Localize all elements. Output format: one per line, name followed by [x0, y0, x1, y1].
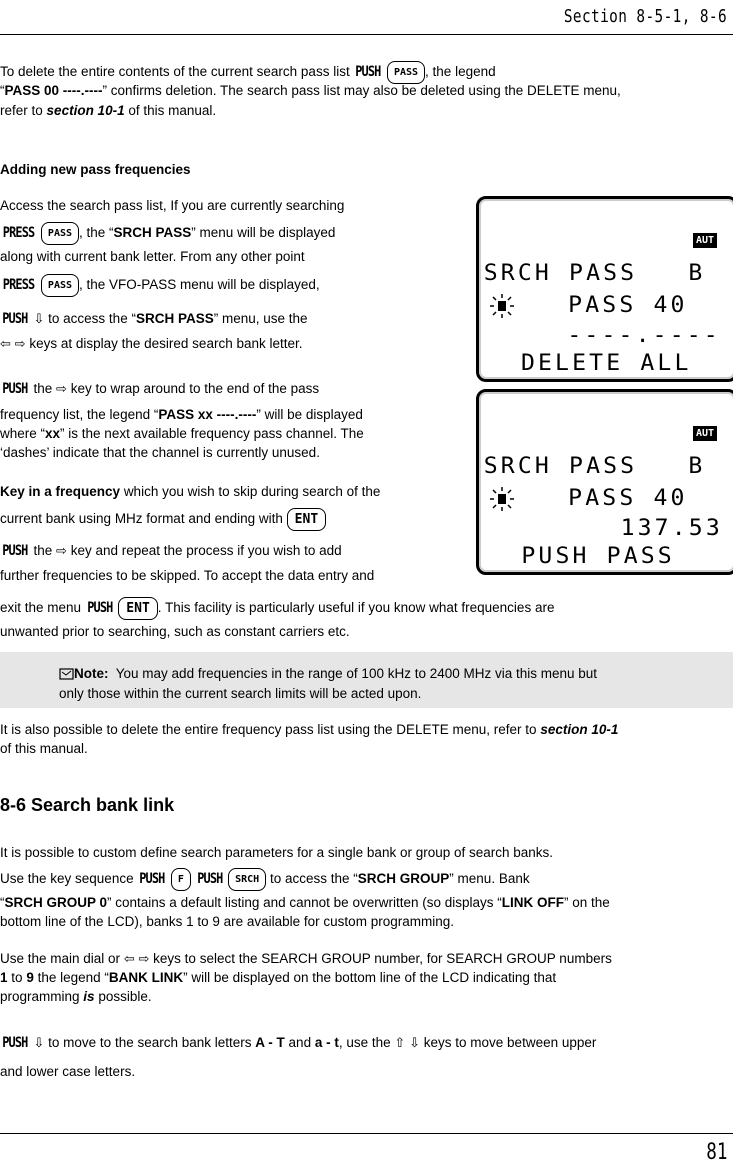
para-key-line1: Key in a frequency which you wish to skip during search of the	[0, 484, 381, 499]
lcd-row2: PASS 40	[568, 293, 688, 318]
right-arrow-icon: ⇨	[56, 381, 67, 396]
para-access-line6: ⇦ ⇨ keys at display the desired search bank letter.	[0, 336, 303, 351]
aut-badge: AUT	[693, 233, 717, 248]
para-key-line2: current bank using MHz format and ending with ENT	[0, 508, 326, 531]
header-rule	[0, 34, 733, 35]
para-key-line4: further frequencies to be skipped. To accept the data entry and	[0, 568, 375, 583]
f-key-icon: F	[171, 868, 191, 891]
para-wrap-line4: ‘dashes’ indicate that the channel is currently unused.	[0, 445, 320, 460]
pass-key-icon: PASS	[41, 222, 79, 245]
pass-key-icon: PASS	[387, 61, 425, 84]
para-key-line5: exit the menu PUSH ENT . This facility is particularly useful if you know what frequencies are	[0, 597, 554, 620]
push-key-icon: PUSH	[196, 871, 223, 887]
lcd-row3: ----.----	[567, 323, 721, 348]
para-delete-line2: “PASS 00 ----.----” confirms deletion. The search pass list may also be deleted using the DELETE menu,	[0, 83, 621, 98]
push-key-icon: PUSH	[139, 871, 165, 887]
para-access-line3: along with current bank letter. From any other point	[0, 249, 305, 264]
push-key-icon: PUSH	[2, 380, 28, 397]
lcd-row1: SRCH PASS B	[483, 261, 706, 286]
left-arrow-icon: ⇦	[123, 951, 135, 966]
note-line2: only those within the current search limits will be acted upon.	[59, 686, 422, 701]
para-key-line6: unwanted prior to searching, such as constant carriers etc.	[0, 624, 350, 639]
section-ref-link: section 10-1	[46, 103, 125, 118]
para-dial-line1: Use the main dial or ⇦ ⇨ keys to select the SEARCH GROUP number, for SEARCH GROUP numbers	[0, 951, 612, 966]
footer-rule	[0, 1133, 733, 1134]
down-arrow-icon: ⇩	[33, 311, 45, 326]
para-deletelist-line2: of this manual.	[0, 741, 88, 756]
para-access-line2: PRESS PASS , the “SRCH PASS” menu will be displayed	[0, 222, 335, 245]
right-arrow-icon: ⇨	[14, 336, 26, 351]
para-wrap-line3: where “xx” is the next available frequency pass channel. The	[0, 426, 364, 441]
left-arrow-icon: ⇦	[0, 336, 11, 351]
aut-badge: AUT	[693, 426, 717, 441]
para-deletelist-line1: It is also possible to delete the entire frequency pass list using the DELETE menu, refer to section 10-1	[0, 722, 619, 737]
srch-key-icon: SRCH	[228, 868, 266, 891]
para-letters-line1: PUSH ⇩ to move to the search bank letters A - T and a - t, use the ⇧ ⇩ keys to move between upper	[2, 1034, 597, 1051]
para-link-line1: It is possible to custom define search parameters for a single bank or group of search banks.	[0, 845, 554, 860]
para-link-line2: Use the key sequence PUSH F PUSH SRCH to access the “SRCH GROUP” menu. Bank	[0, 868, 530, 891]
ent-key-icon: ENT	[118, 597, 157, 620]
lcd-row3: 137.53	[620, 516, 723, 541]
para-wrap-line2: frequency list, the legend “PASS xx ----.----” will be displayed	[0, 407, 363, 422]
para-access-line5: PUSH ⇩ to access the “SRCH PASS” menu, use the	[2, 310, 308, 327]
down-arrow-icon: ⇩	[33, 1035, 45, 1050]
right-arrow-icon: ⇨	[56, 543, 67, 558]
right-arrow-icon: ⇨	[138, 951, 150, 966]
section-header: Section 8-5-1, 8-6	[563, 6, 727, 27]
note-icon	[59, 668, 74, 680]
up-arrow-icon: ⇧	[394, 1035, 406, 1050]
push-key-icon: PUSH	[355, 64, 381, 80]
para-access-line1: Access the search pass list, If you are currently searching	[0, 198, 345, 213]
signal-dial-icon	[489, 293, 515, 319]
press-key-icon: PRESS	[2, 225, 35, 241]
push-key-icon: PUSH	[2, 1034, 28, 1051]
heading-adding-pass: Adding new pass frequencies	[0, 162, 191, 177]
para-link-line4: bottom line of the LCD), banks 1 to 9 are available for custom programming.	[0, 914, 454, 929]
lcd-row2: PASS 40	[568, 486, 688, 511]
section-ref-link: section 10-1	[540, 722, 619, 737]
down-arrow-icon: ⇩	[409, 1035, 420, 1050]
heading-search-bank-link: 8-6 Search bank link	[0, 795, 175, 815]
signal-dial-icon	[489, 486, 515, 512]
lcd-row4: DELETE ALL	[520, 351, 692, 376]
para-dial-line2: 1 to 9 the legend “BANK LINK” will be displayed on the bottom line of the LCD indicating that	[0, 970, 557, 985]
press-key-icon: PRESS	[2, 277, 35, 293]
pass-key-icon: PASS	[41, 274, 79, 297]
para-letters-line2: and lower case letters.	[0, 1064, 136, 1079]
para-key-line3: PUSH the ⇨ key and repeat the process if you wish to add	[2, 542, 342, 559]
para-dial-line3: programming is possible.	[0, 989, 152, 1004]
para-delete-line1: To delete the entire contents of the current search pass list PUSH PASS , the legend	[0, 61, 496, 84]
para-wrap-line1: PUSH the ⇨ key to wrap around to the end of the pass	[2, 380, 320, 397]
ent-key-icon: ENT	[287, 508, 326, 531]
note-line1: Note: You may add frequencies in the range of 100 kHz to 2400 MHz via this menu but	[59, 664, 597, 683]
para-access-line4: PRESS PASS , the VFO-PASS menu will be displayed,	[0, 274, 320, 297]
page-number: 81	[705, 1140, 727, 1165]
para-link-line3: “SRCH GROUP 0” contains a default listing and cannot be overwritten (so displays “LINK OFF” on the	[0, 895, 610, 910]
lcd-display-delete	[476, 196, 733, 382]
push-key-icon: PUSH	[2, 310, 28, 327]
lcd-row1: SRCH PASS B	[483, 454, 706, 479]
lcd-display-push-pass	[476, 389, 733, 575]
para-delete-line3: refer to section 10-1 of this manual.	[0, 103, 217, 118]
lcd-row4: PUSH PASS	[521, 544, 675, 569]
push-key-icon: PUSH	[87, 600, 113, 616]
push-key-icon: PUSH	[2, 542, 28, 559]
